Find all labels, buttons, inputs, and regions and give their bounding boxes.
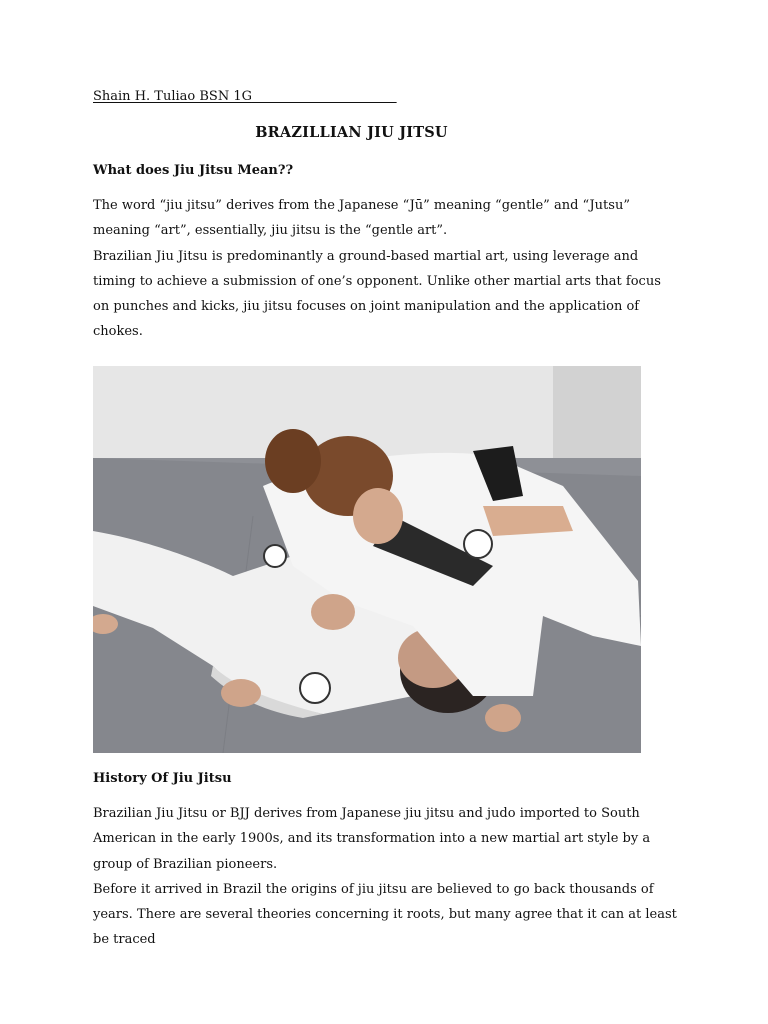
jiu-jitsu-photo — [93, 366, 641, 753]
section-body-meaning — [93, 193, 678, 345]
paragraph: Brazilian Jiu Jitsu or BJJ derives from Japanese jiu jitsu and judo imported to South American in the early 1900s, and its transformation into a new martial art style by a group of Brazilian pioneers. — [93, 806, 651, 872]
paragraph: Before it arrived in Brazil the origins of jiu jitsu are believed to go back thousands of years. There are several theories concerning it roots, but many agree that it can at least be traced — [93, 881, 677, 948]
section-heading-meaning: What does Jiu Jitsu Mean?? — [93, 163, 294, 178]
section-heading-history: History Of Jiu Jitsu — [93, 771, 232, 786]
author-line: Shain H. Tuliao BSN 1G — [93, 89, 252, 104]
paragraph: Brazilian Jiu Jitsu is predominantly a ground-based martial art, using leverage and timing to achieve a submission of one’s opponent. Unlike other martial arts that focus on punches and kicks, jiu jitsu focuses on joint manipulation and the application of chokes. — [93, 248, 661, 340]
paragraph: The word “jiu jitsu” derives from the Japanese “Jū” meaning “gentle” and “Jutsu” meaning “art”, essentially, jiu jitsu is the “gentle art”. — [93, 198, 630, 239]
section-body-history — [93, 801, 678, 953]
document-title: BRAZILLIAN JIU JITSU — [255, 124, 448, 141]
